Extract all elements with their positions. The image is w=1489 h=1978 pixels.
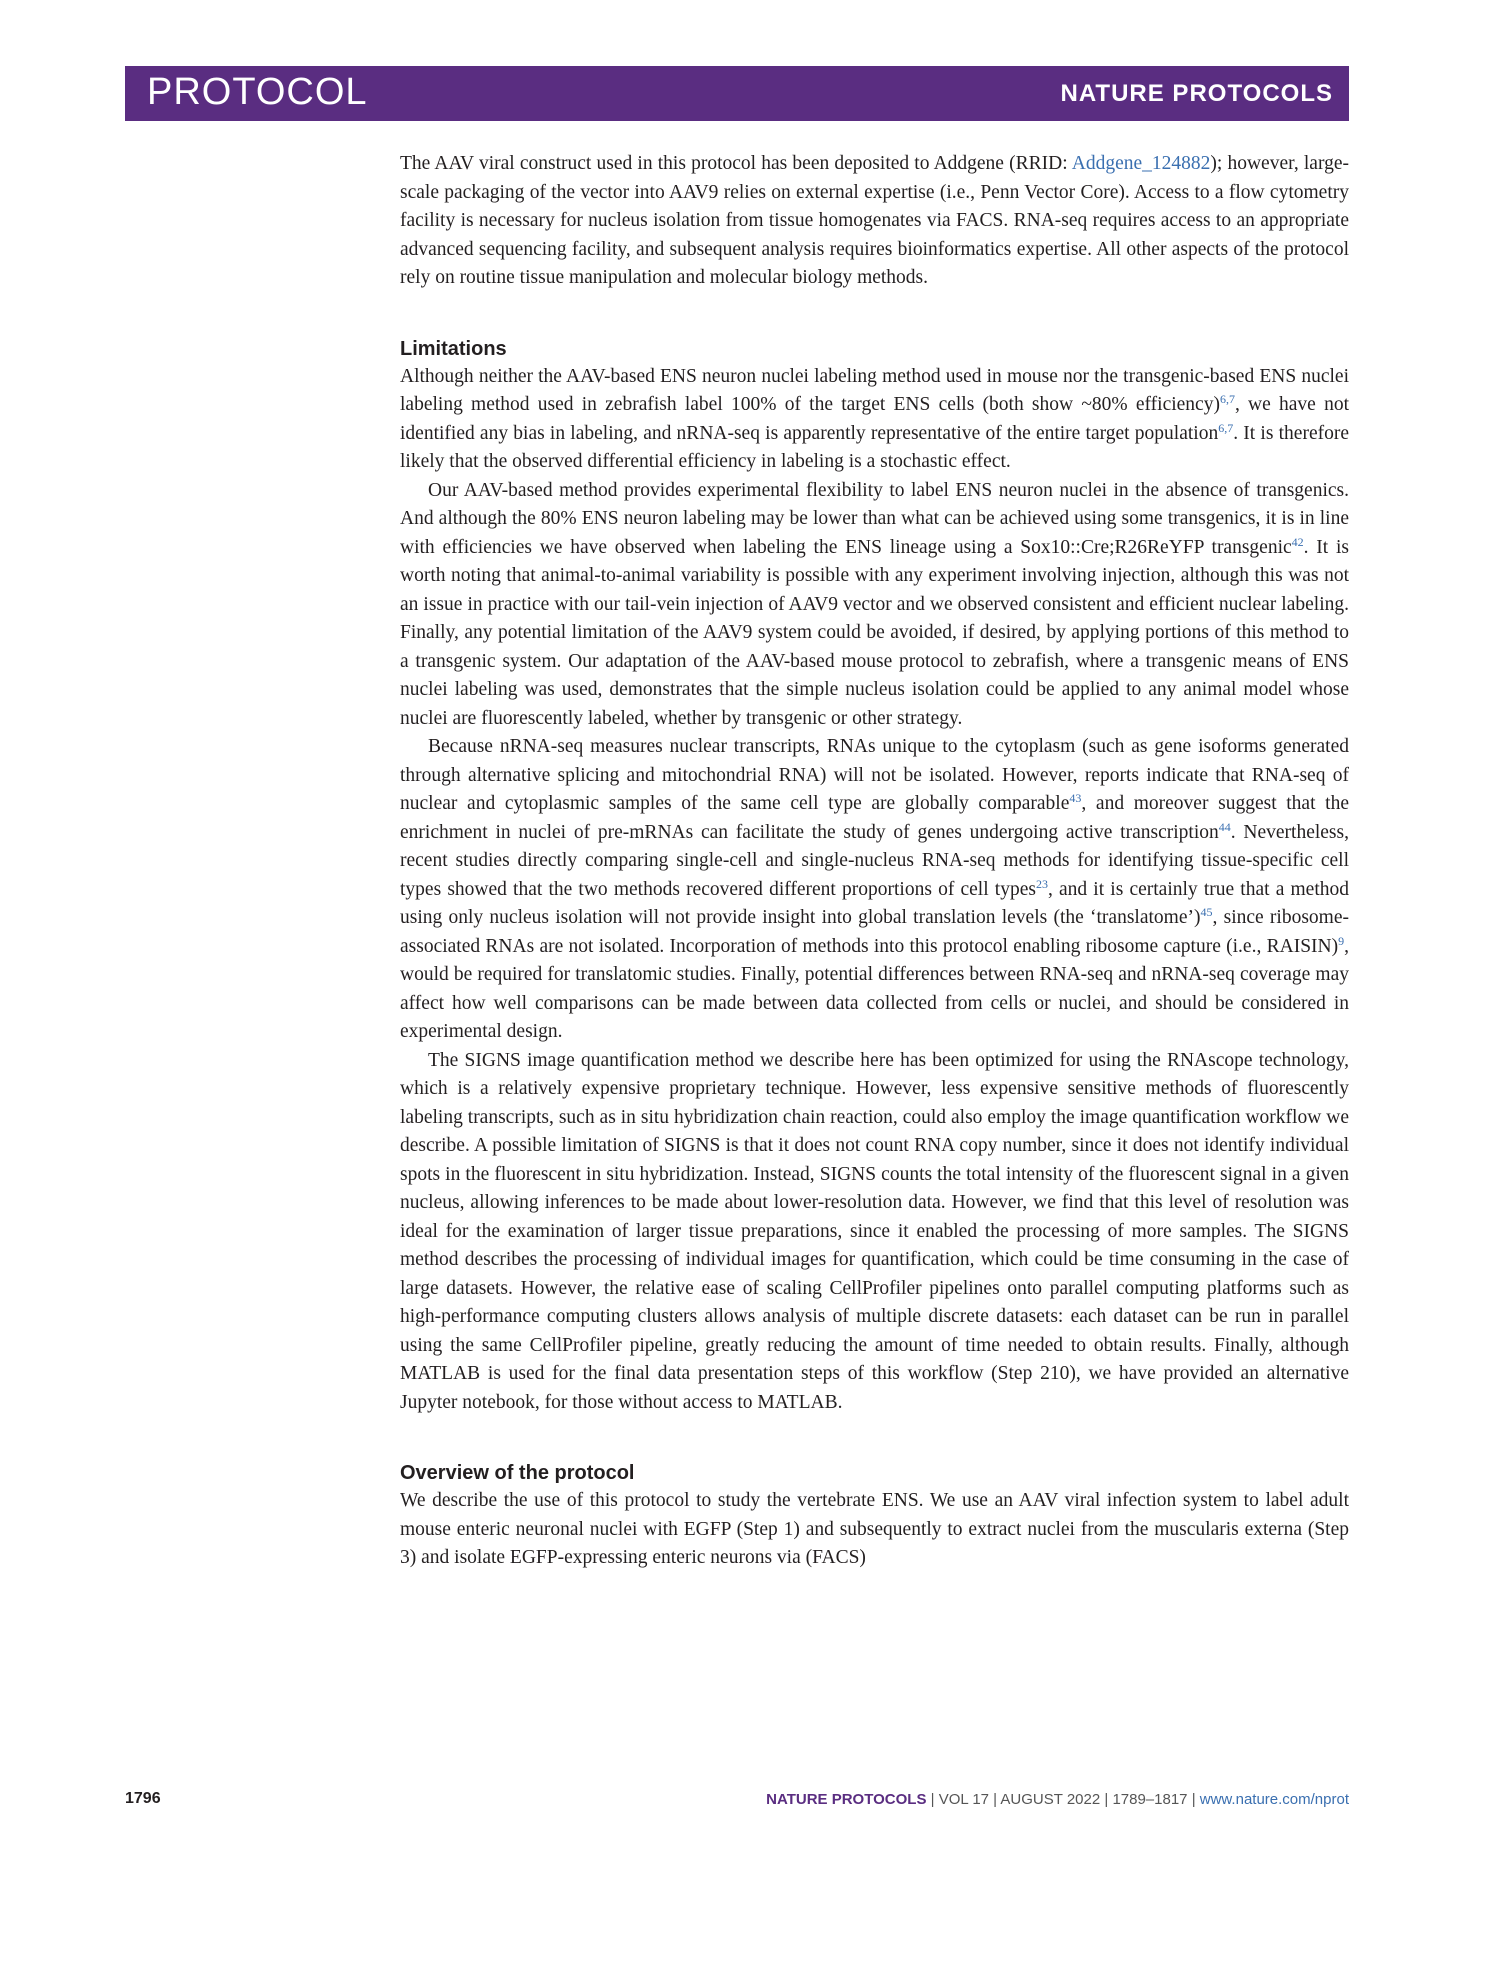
limitations-paragraph-2: Our AAV-based method provides experimental flexibility to label ENS neuron nuclei in the absence of transgenics. And although the 80% ENS neuron labeling may be lower than what can be achieved using some transgenics, it is in line with efficiencies we have observed when labeling the ENS lineage using a Sox10::Cre;R26ReYFP transgenic$^{42}$. It is worth noting that animal-to-animal variability is possible with any experiment involving injection, although this was not an issue in practice with our tail-vein injection of AAV9 vector and we observed consistent and efficient nuclear labeling. Finally, any potential limitation of the AAV9 system could be avoided, if desired, by applying portions of this method to a transgenic system. Our adaptation of the AAV-based mouse protocol to zebrafish, where a transgenic means of ENS nuclei labeling was used, demonstrates that the simple nucleus isolation could be applied to any animal model whose nuclei are fluorescently labeled, whether by transgenic or other strategy. [400,479,1349,729]
citation[interactable]: 9 [1338,933,1345,948]
limitations-heading: Limitations [400,337,507,360]
page-number: 1796 [125,1790,161,1807]
footer-journal: NATURE PROTOCOLS [766,1791,927,1808]
citation[interactable]: 23 [1035,876,1048,891]
footer-citation: NATURE PROTOCOLS | VOL 17 | AUGUST 2022 | 1789–1817 | www.nature.com/nprot [766,1791,1349,1808]
footer-volume: VOL 17 [938,1791,990,1808]
intro-paragraph: The AAV viral construct used in this protocol has been deposited to Addgene (RRID: Addgene_124882); however, large-scale packaging of the vector into AAV9 relies on external expertise (i.e., Penn Vector Core). Access to a flow cytometry facility is necessary for nucleus isolation from tissue homogenates via FACS. RNA-seq requires access to an appropriate advanced sequencing facility, and subsequent analysis requires bioinformatics expertise. All other aspects of the protocol rely on routine tissue manipulation and molecular biology methods. [400,153,1349,288]
limitations-paragraph-4: The SIGNS image quantification method we describe here has been optimized for using the RNAscope technology, which is a relatively expensive proprietary technique. However, less expensive sensitive methods of fluorescently labeling transcripts, such as in situ hybridization chain reaction, could also employ the image quantification workflow we describe. A possible limitation of SIGNS is that it does not count RNA copy number, since it does not identify individual spots in the fluorescent in situ hybridization. Instead, SIGNS counts the total intensity of the fluorescent signal in a given nucleus, allowing inferences to be made about lower-resolution data. However, we find that this level of resolution was ideal for the examination of larger tissue preparations, since it enabled the processing of more samples. The SIGNS method describes the processing of individual images for quantification, which could be time consuming in the case of large datasets. However, the relative ease of scaling CellProfiler pipelines onto parallel computing platforms such as high-performance computing clusters allows analysis of multiple discrete datasets: each dataset can be run in parallel using the same CellProfiler pipeline, greatly reducing the amount of time needed to obtain results. Finally, although MATLAB is used for the final data presentation steps of this workflow (Step 210), we have provided an alternative Jupyter notebook, for those without access to MATLAB. [400,1049,1349,1413]
limitations-paragraph-1: Although neither the AAV-based ENS neuron nuclei labeling method used in mouse nor the transgenic-based ENS nuclei labeling method used in zebrafish label 100% of the target ENS cells (both show ~80% efficiency)$^{6,7}$, we have not identified any bias in labeling, and nRNA-seq is apparently representative of the entire target population$^{6,7}$. It is therefore likely that the observed differential efficiency in labeling is a stochastic effect. [400,365,1349,472]
overview-paragraph-1: We describe the use of this protocol to study the vertebrate ENS. We use an AAV viral infection system to label adult mouse enteric neuronal nuclei with EGFP (Step 1) and subsequently to extract nuclei from the muscularis externa (Step 3) and isolate EGFP-expressing enteric neurons via (FACS) [400,1490,1349,1568]
section-label: PROTOCOL [147,71,368,113]
citation[interactable]: 45 [1200,905,1213,919]
citation[interactable]: 42 [1291,534,1304,549]
header-banner [125,66,1349,121]
journal-url-link[interactable]: www.nature.com/nprot [1199,1791,1349,1808]
limitations-paragraph-3: Because nRNA-seq measures nuclear transcripts, RNAs unique to the cytoplasm (such as gene isoforms generated through alternative splicing and mitochondrial RNA) will not be isolated. However, reports indicate that RNA-seq of nuclear and cytoplasmic samples of the same cell type are globally comparable$^{43}$, and moreover suggest that the enrichment in nuclei of pre-mRNAs can facilitate the study of genes undergoing active transcription$^{44}$. Nevertheless, recent studies directly comparing single-cell and single-nucleus RNA-seq methods for identifying tissue-specific cell types showed that the two methods recovered different proportions of cell types$^{23}$, and it is certainly true that a method using only nucleus isolation will not provide insight into global translation levels (the ‘translatome’)$^{45}$, since ribosome-associated RNAs are not isolated. Incorporation of methods into this protocol enabling ribosome capture (i.e., RAISIN)$^9$, would be required for translatomic studies. Finally, potential differences between RNA-seq and nRNA-seq coverage may affect how well comparisons can be made between data collected from cells or nuclei, and should be considered in experimental design. [400,736,1349,1042]
citation[interactable]: 43 [1069,791,1082,805]
footer-date: AUGUST 2022 [1000,1791,1101,1808]
addgene-link[interactable]: Addgene_124882 [1071,153,1211,174]
overview-heading: Overview of the protocol [400,1462,635,1484]
citation[interactable]: 6,7 [1219,392,1235,406]
citation[interactable]: 6,7 [1218,420,1234,435]
journal-name: NATURE PROTOCOLS [1060,80,1333,107]
citation[interactable]: 44 [1218,819,1231,834]
article-body [400,150,1349,1573]
footer-pages: 1789–1817 [1112,1791,1188,1808]
